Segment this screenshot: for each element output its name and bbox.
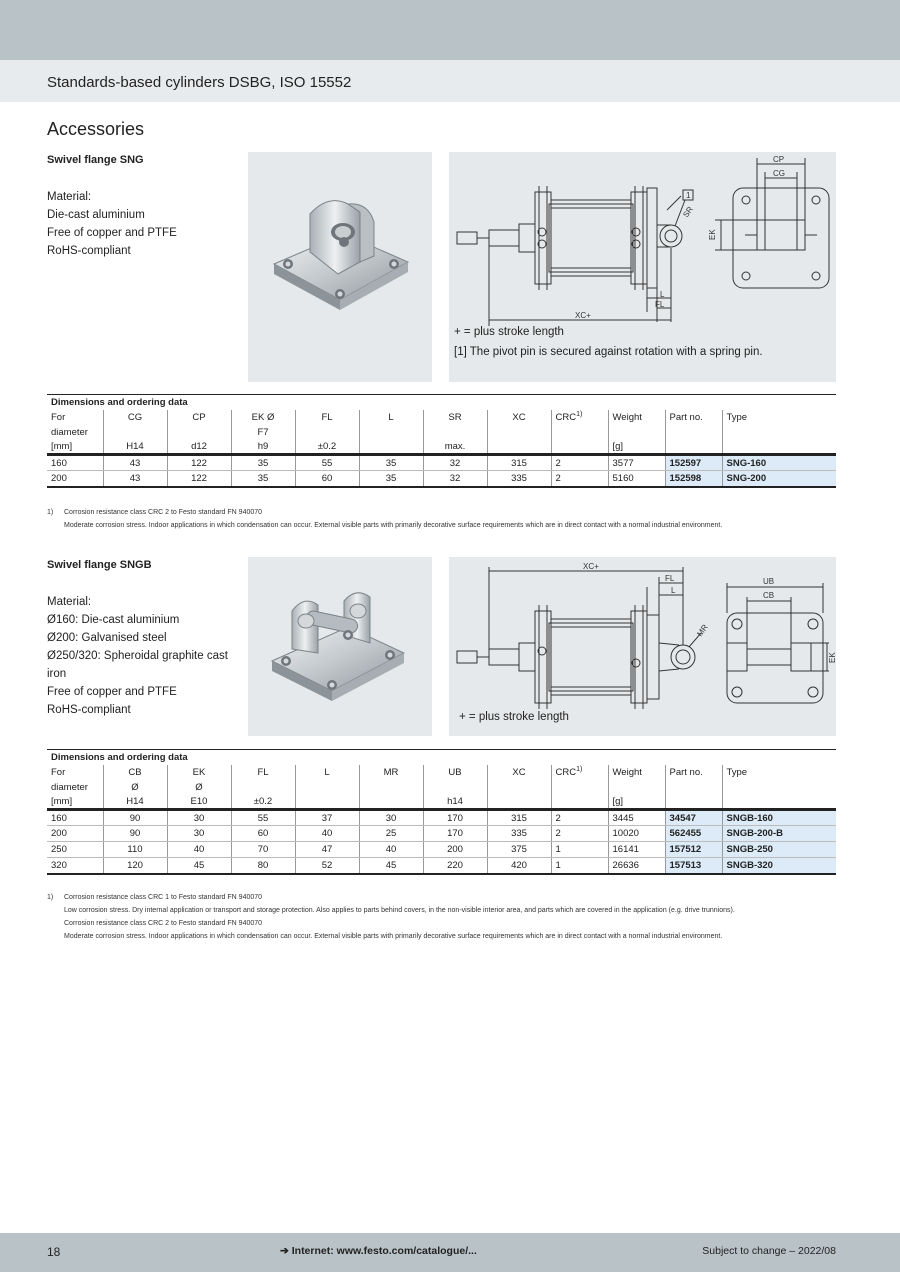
table-cell: 40 — [359, 842, 423, 858]
footnote: Moderate corrosion stress. Indoor applications in which condensation can occur. External visible parts with primarily decorative surface requirements which are in direct contact with a normal industrial environment. — [64, 522, 723, 529]
website-link-text: Internet: www.festo.com/catalogue/... — [291, 1245, 477, 1257]
sngb-table-header-row — [47, 795, 836, 810]
table-header-cell: Type — [722, 765, 836, 780]
sngb-table-header-row — [47, 765, 836, 780]
table-cell: 122 — [167, 455, 231, 471]
sngb-desc-line: Ø160: Die-cast aluminium — [47, 614, 180, 626]
table-cell: 35 — [231, 455, 295, 471]
part-number: 157512 — [665, 842, 722, 858]
table-row — [47, 810, 836, 826]
table-header-cell — [423, 425, 487, 440]
table-cell: 3445 — [608, 810, 665, 826]
part-number: 34547 — [665, 810, 722, 826]
sng-desc-line: RoHS-compliant — [47, 245, 131, 257]
footnote-number: 1) — [47, 894, 54, 901]
table-cell: 220 — [423, 858, 487, 874]
sng-dimensions-table — [47, 394, 836, 488]
sngb-dim-cb: CB — [763, 591, 775, 600]
table-header-cell: FL — [231, 765, 295, 780]
table-header-cell: For — [51, 411, 66, 423]
table-cell: 3577 — [608, 455, 665, 471]
table-header-cell: H14 — [103, 795, 167, 810]
table-cell: 60 — [295, 471, 359, 487]
sngb-product-image — [248, 557, 432, 736]
part-number: 152597 — [665, 455, 722, 471]
sng-description — [47, 188, 237, 260]
sngb-dim-mr: MR — [695, 622, 710, 639]
table-cell: 55 — [295, 455, 359, 471]
part-number: 157513 — [665, 858, 722, 874]
footnote: Moderate corrosion stress. Indoor applications in which condensation can occur. External visible parts with primarily decorative surface requirements which are in direct contact with a normal industrial environment. — [64, 933, 723, 940]
table-cell: 80 — [231, 858, 295, 874]
sngb-dim-xc: XC+ — [583, 562, 599, 571]
table-header-cell — [665, 795, 722, 810]
table-header-cell: E10 — [167, 795, 231, 810]
sngb-dim-fl: FL — [665, 574, 675, 583]
page-header-title: Standards-based cylinders DSBG, ISO 15552 — [47, 74, 352, 91]
table-cell: 200 — [423, 842, 487, 858]
sng-product-image — [248, 152, 432, 382]
table-header-cell: ±0.2 — [231, 795, 295, 810]
sngb-desc-line: Material: — [47, 596, 92, 608]
table-cell: 32 — [423, 471, 487, 487]
sng-table-caption-row — [47, 395, 836, 410]
table-cell: 335 — [487, 826, 551, 842]
footnote — [47, 891, 735, 904]
table-header-cell — [551, 795, 608, 810]
sng-dim-l: L — [660, 290, 665, 299]
table-cell: 43 — [103, 455, 167, 471]
sngb-table-caption: Dimensions and ordering data — [47, 750, 836, 765]
footer-bar — [0, 1233, 900, 1272]
table-header-cell — [295, 780, 359, 795]
table-header-cell: CB — [103, 765, 167, 780]
table-header-cell — [295, 795, 359, 810]
sngb-dim-ub: UB — [763, 577, 775, 586]
type-code: SNG-160 — [722, 455, 836, 471]
type-code: SNGB-160 — [722, 810, 836, 826]
table-cell: 200 — [47, 471, 103, 487]
sng-desc-line: Free of copper and PTFE — [47, 227, 177, 239]
sng-note-ref: [1] The pivot pin is secured against rotation with a spring pin. — [454, 346, 763, 358]
table-header-cell: CG — [103, 410, 167, 425]
table-cell: 170 — [423, 810, 487, 826]
footnote-text: Corrosion resistance class CRC 1 to Festo standard FN 940070 — [64, 894, 263, 901]
arrow-right-icon: ➔ — [280, 1245, 289, 1257]
sngb-drawing — [449, 557, 836, 736]
sng-dim-ek: EK — [708, 229, 717, 240]
table-header-cell — [359, 440, 423, 455]
type-code: SNGB-200-B — [722, 826, 836, 842]
table-row — [47, 455, 836, 471]
sng-dim-fl: FL — [655, 300, 665, 309]
page-number: 18 — [47, 1245, 61, 1259]
sng-desc-line: Material: — [47, 191, 92, 203]
table-header-cell — [167, 425, 231, 440]
table-cell: 200 — [47, 826, 103, 842]
sng-table-header-row — [47, 440, 836, 455]
table-header-cell — [487, 780, 551, 795]
table-row — [47, 471, 836, 487]
table-cell: 40 — [167, 842, 231, 858]
table-header-cell — [295, 425, 359, 440]
table-header-cell — [722, 795, 836, 810]
table-header-cell: d12 — [167, 440, 231, 455]
table-cell: 16141 — [608, 842, 665, 858]
sng-footnotes — [47, 506, 722, 532]
sng-ref-marker: 1 — [686, 191, 691, 200]
table-header-cell — [359, 795, 423, 810]
table-cell: 2 — [551, 455, 608, 471]
table-cell: 1 — [551, 858, 608, 874]
table-header-cell: FL — [295, 410, 359, 425]
table-cell: 335 — [487, 471, 551, 487]
section-title: Accessories — [47, 119, 145, 139]
table-cell: 25 — [359, 826, 423, 842]
sng-product-illustration — [248, 152, 432, 382]
table-row — [47, 858, 836, 874]
sngb-dim-l: L — [671, 586, 676, 595]
table-cell: 30 — [359, 810, 423, 826]
table-header-cell: h9 — [231, 440, 295, 455]
table-header-cell — [103, 425, 167, 440]
table-header-cell: XC — [487, 765, 551, 780]
table-cell: 420 — [487, 858, 551, 874]
table-header-cell: h14 — [423, 795, 487, 810]
crc-footnote-ref: 1) — [576, 765, 583, 773]
sng-table-caption: Dimensions and ordering data — [47, 395, 836, 410]
top-bar — [0, 0, 900, 60]
sng-table-header-row — [47, 425, 836, 440]
table-cell: 375 — [487, 842, 551, 858]
part-number: 562455 — [665, 826, 722, 842]
table-header-cell: MR — [359, 765, 423, 780]
sng-desc-line: Die-cast aluminium — [47, 209, 145, 221]
table-header-cell: [mm] — [47, 795, 103, 810]
sngb-footnotes — [47, 891, 735, 943]
table-header-cell — [665, 780, 722, 795]
table-header-cell: Weight — [608, 765, 665, 780]
sng-dim-cp: CP — [773, 155, 785, 164]
table-cell: 45 — [359, 858, 423, 874]
table-header-cell: L — [359, 410, 423, 425]
table-cell: 315 — [487, 455, 551, 471]
table-cell: 2 — [551, 826, 608, 842]
sng-table-header-row — [47, 410, 836, 425]
crc-label: CRC — [555, 412, 577, 424]
table-header-crc — [551, 410, 608, 425]
table-cell: 45 — [167, 858, 231, 874]
table-cell: 90 — [103, 810, 167, 826]
table-header-cell — [608, 425, 665, 440]
crc-label: CRC — [555, 767, 577, 779]
table-cell: 1 — [551, 842, 608, 858]
revision-note: Subject to change – 2022/08 — [702, 1245, 836, 1257]
table-header-cell: Type — [722, 410, 836, 425]
sngb-technical-drawing — [449, 557, 836, 736]
table-header-cell — [665, 440, 722, 455]
type-code: SNGB-250 — [722, 842, 836, 858]
table-cell: 55 — [231, 810, 295, 826]
table-cell: 47 — [295, 842, 359, 858]
table-header-cell — [423, 780, 487, 795]
table-cell: 30 — [167, 810, 231, 826]
sngb-table-caption-row — [47, 750, 836, 765]
table-header-cell — [487, 440, 551, 455]
table-cell: 43 — [103, 471, 167, 487]
table-cell: 30 — [167, 826, 231, 842]
table-header-cell: Part no. — [665, 410, 722, 425]
crc-footnote-ref: 1) — [576, 410, 583, 418]
table-header-cell — [487, 795, 551, 810]
table-cell: 250 — [47, 842, 103, 858]
table-header-cell: L — [295, 765, 359, 780]
table-cell: 160 — [47, 810, 103, 826]
table-header-cell — [551, 780, 608, 795]
type-code: SNG-200 — [722, 471, 836, 487]
table-header-cell: [g] — [608, 795, 665, 810]
table-header-cell: Part no. — [665, 765, 722, 780]
header-band — [0, 60, 900, 102]
table-cell: 110 — [103, 842, 167, 858]
table-header-cell: diameter — [51, 781, 88, 793]
table-header-cell — [722, 780, 836, 795]
sngb-desc-line: RoHS-compliant — [47, 704, 131, 716]
table-header-cell — [231, 780, 295, 795]
footnote-number: 1) — [47, 509, 54, 516]
table-cell: 70 — [231, 842, 295, 858]
table-header-cell — [359, 780, 423, 795]
table-header-cell — [722, 440, 836, 455]
table-header-cell: diameter — [51, 426, 88, 438]
table-row — [47, 826, 836, 842]
table-cell: 160 — [47, 455, 103, 471]
table-cell: 5160 — [608, 471, 665, 487]
table-header-cell — [551, 440, 608, 455]
table-header-cell: F7 — [231, 425, 295, 440]
table-header-cell: max. — [423, 440, 487, 455]
table-row — [47, 842, 836, 858]
table-header-cell: EK Ø — [231, 410, 295, 425]
sng-dim-cg: CG — [773, 169, 785, 178]
sngb-desc-line: Ø200: Galvanised steel — [47, 632, 167, 644]
table-header-cell: CP — [167, 410, 231, 425]
sng-note-plus: + = plus stroke length — [454, 326, 564, 338]
table-cell: 315 — [487, 810, 551, 826]
sng-dim-xc: XC+ — [575, 311, 591, 320]
sngb-note-plus: + = plus stroke length — [459, 711, 569, 723]
type-code: SNGB-320 — [722, 858, 836, 874]
table-cell: 2 — [551, 810, 608, 826]
website-link[interactable] — [280, 1245, 477, 1257]
table-cell: 26636 — [608, 858, 665, 874]
sngb-dim-ek: EK — [828, 652, 837, 663]
sngb-description — [47, 593, 237, 719]
sngb-table-header-row — [47, 780, 836, 795]
sngb-desc-line: Free of copper and PTFE — [47, 686, 177, 698]
table-cell: 170 — [423, 826, 487, 842]
sng-title: Swivel flange SNG — [47, 154, 144, 166]
table-cell: 37 — [295, 810, 359, 826]
table-header-cell — [665, 425, 722, 440]
table-header-cell — [359, 425, 423, 440]
table-cell: 35 — [231, 471, 295, 487]
table-cell: 52 — [295, 858, 359, 874]
table-header-cell — [551, 425, 608, 440]
table-header-cell: UB — [423, 765, 487, 780]
table-header-cell — [487, 425, 551, 440]
table-cell: 35 — [359, 455, 423, 471]
table-header-crc — [551, 765, 608, 780]
table-header-cell: [mm] — [47, 440, 103, 455]
table-cell: 35 — [359, 471, 423, 487]
part-number: 152598 — [665, 471, 722, 487]
table-header-cell: Ø — [167, 780, 231, 795]
table-cell: 2 — [551, 471, 608, 487]
table-header-cell: ±0.2 — [295, 440, 359, 455]
footnote — [47, 506, 722, 519]
sngb-title: Swivel flange SNGB — [47, 559, 152, 571]
table-cell: 90 — [103, 826, 167, 842]
table-cell: 120 — [103, 858, 167, 874]
table-header-cell: For — [51, 766, 66, 778]
table-cell: 10020 — [608, 826, 665, 842]
sngb-dimensions-table — [47, 749, 836, 875]
footnote: Corrosion resistance class CRC 2 to Festo standard FN 940070 — [64, 920, 263, 927]
sngb-desc-line: Ø250/320: Spheroidal graphite cast — [47, 650, 228, 662]
table-cell: 60 — [231, 826, 295, 842]
table-header-cell: [g] — [608, 440, 665, 455]
table-cell: 32 — [423, 455, 487, 471]
table-header-cell — [608, 780, 665, 795]
footnote-text: Corrosion resistance class CRC 2 to Festo standard FN 940070 — [64, 509, 263, 516]
footnote: Low corrosion stress. Dry internal application or transport and storage protection. Also applies to parts behind covers, in the non-visible interior area, and parts which are covered in the application (e.g. drive trunnions). — [64, 907, 735, 914]
table-cell: 122 — [167, 471, 231, 487]
sngb-desc-line: iron — [47, 668, 67, 680]
sng-dim-sr: SR — [681, 204, 696, 220]
table-cell: 320 — [47, 858, 103, 874]
table-header-cell: H14 — [103, 440, 167, 455]
table-header-cell: XC — [487, 410, 551, 425]
table-header-cell: EK — [167, 765, 231, 780]
table-header-cell: Ø — [103, 780, 167, 795]
table-header-cell — [722, 425, 836, 440]
table-header-cell: SR — [423, 410, 487, 425]
sngb-product-illustration — [248, 557, 432, 736]
table-cell: 40 — [295, 826, 359, 842]
table-header-cell: Weight — [608, 410, 665, 425]
